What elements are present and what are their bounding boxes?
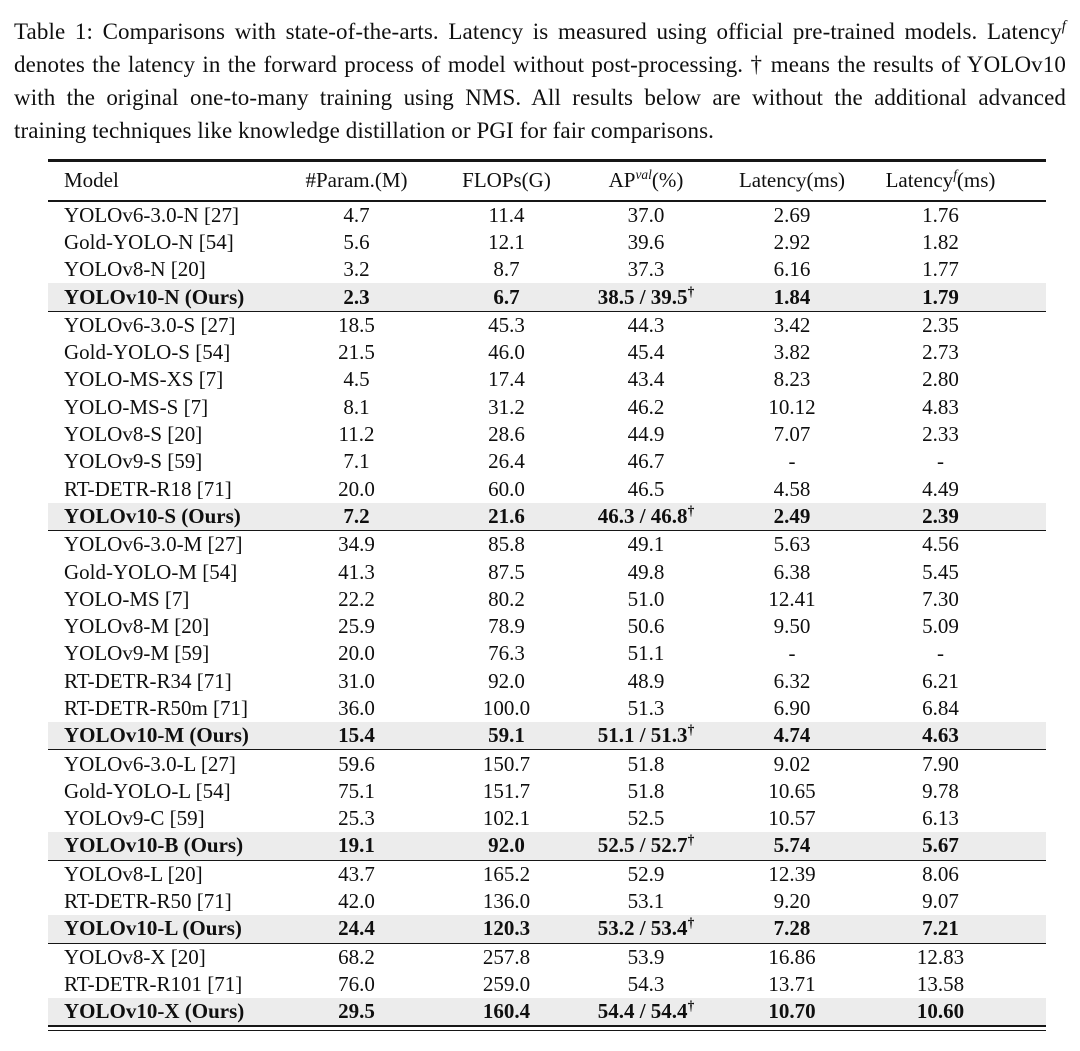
dagger-superscript: † <box>687 998 695 1014</box>
value-cell-latency-f: 6.84 <box>922 695 959 720</box>
model-group-3 <box>48 531 1046 750</box>
value-cell-latency: 10.65 <box>768 778 816 803</box>
value-cell-flops: 46.0 <box>488 340 525 365</box>
value-cell-ap: 52.9 <box>563 860 729 888</box>
value-cell-params: 25.9 <box>338 614 375 639</box>
value-cell-ap: 53.9 <box>563 943 729 971</box>
page <box>0 15 1080 1051</box>
value-cell-flops: 151.7 <box>482 778 531 803</box>
value-cell-flops: 21.6 <box>488 503 525 528</box>
value-cell-latency-f: 7.30 <box>922 586 959 611</box>
value-cell-latency: 12.39 <box>729 860 855 888</box>
value-cell-latency-f: 13.58 <box>916 971 965 996</box>
value-cell-params: 19.1 <box>338 833 375 858</box>
dagger-superscript: † <box>687 832 695 848</box>
model-cell: YOLOv10-S (Ours) <box>64 503 241 528</box>
value-cell-latency-f: 5.09 <box>922 614 959 639</box>
value-cell-latency: 12.41 <box>768 586 816 611</box>
table-row <box>48 750 1046 778</box>
value-cell-flops: 12.1 <box>488 229 525 254</box>
value-cell-ap: 44.3 <box>563 311 729 339</box>
value-cell-flops: 45.3 <box>450 311 563 339</box>
value-cell-ap: 51.1 / 51.3† <box>597 722 695 748</box>
value-cell-params: 4.5 <box>343 367 370 392</box>
table-row-ours <box>48 998 1046 1025</box>
model-group-2 <box>48 311 1046 530</box>
dagger-superscript: † <box>687 283 695 299</box>
value-cell-params: 3.2 <box>343 257 370 282</box>
model-cell: Gold-YOLO-S [54] <box>64 340 231 365</box>
value-cell-ap: 37.0 <box>627 202 665 227</box>
value-cell-latency: 16.86 <box>729 943 855 971</box>
model-cell: YOLOv9-C [59] <box>64 806 205 831</box>
table-row <box>48 531 1046 559</box>
value-cell-latency: 4.74 <box>773 723 811 748</box>
value-cell-latency-f: 1.77 <box>922 257 959 282</box>
value-cell-latency-f: 5.67 <box>922 833 959 858</box>
value-cell-params: 5.6 <box>343 229 370 254</box>
value-cell-params: 25.3 <box>338 806 375 831</box>
value-cell-latency: 9.20 <box>773 889 811 914</box>
value-cell-params: 22.2 <box>338 586 375 611</box>
value-cell-flops: 6.7 <box>493 284 520 309</box>
value-cell-ap: 46.3 / 46.8† <box>597 502 695 528</box>
value-cell-latency: 6.38 <box>773 559 811 584</box>
value-cell-latency-f: 2.39 <box>922 503 959 528</box>
table-row-ours <box>48 503 1046 531</box>
table-row <box>48 943 1046 971</box>
model-cell: YOLO-MS [7] <box>64 586 190 611</box>
value-cell-ap: 51.3 <box>627 695 665 720</box>
value-cell-flops: 92.0 <box>488 668 525 693</box>
value-cell-params: 21.5 <box>338 340 375 365</box>
model-cell: YOLOv8-S [20] <box>64 422 203 447</box>
value-cell-flops: 85.8 <box>450 531 563 559</box>
column-header-ap <box>563 161 729 201</box>
value-cell-flops: 150.7 <box>450 750 563 778</box>
superscript: f <box>1061 18 1066 35</box>
value-cell-flops: 11.4 <box>488 202 525 227</box>
value-cell-latency: 2.49 <box>773 503 811 528</box>
value-cell-latency-f: 4.56 <box>855 531 1046 559</box>
value-cell-latency-f: 1.76 <box>922 202 959 227</box>
value-cell-params: 68.2 <box>263 943 450 971</box>
value-cell-latency: 1.84 <box>773 284 811 309</box>
value-cell-ap: 46.7 <box>627 449 665 474</box>
value-cell-flops: 87.5 <box>488 559 525 584</box>
table-row <box>48 475 1046 502</box>
value-cell-ap: 39.6 <box>627 229 665 254</box>
value-cell-params: 36.0 <box>338 695 375 720</box>
value-cell-flops: 165.2 <box>450 860 563 888</box>
value-cell-latency: 5.63 <box>729 531 855 559</box>
value-cell-latency: 6.16 <box>773 257 811 282</box>
value-cell-latency-f: 4.49 <box>922 476 959 501</box>
value-cell-latency-f: 9.78 <box>922 778 959 803</box>
value-cell-ap: 43.4 <box>627 367 665 392</box>
value-cell-latency: 9.50 <box>773 614 811 639</box>
value-cell-latency-f: 8.06 <box>855 860 1046 888</box>
table-row <box>48 448 1046 475</box>
value-cell-ap: 53.1 <box>627 889 665 914</box>
value-cell-latency: 9.02 <box>729 750 855 778</box>
dagger-superscript: † <box>687 722 695 738</box>
model-cell: YOLOv8-M [20] <box>64 614 210 639</box>
model-cell: RT-DETR-R50 [71] <box>64 889 232 914</box>
value-cell-params: 7.2 <box>343 503 370 528</box>
value-cell-latency-f: 2.35 <box>855 311 1046 339</box>
value-cell-params: 15.4 <box>338 723 375 748</box>
model-cell: Gold-YOLO-N [54] <box>64 229 234 254</box>
model-cell: YOLOv10-M (Ours) <box>64 723 249 748</box>
value-cell-latency-f: 4.83 <box>922 394 959 419</box>
text-segment: AP <box>608 168 636 193</box>
table-row-ours <box>48 283 1046 311</box>
value-cell-latency: 13.71 <box>768 971 816 996</box>
value-cell-latency: 8.23 <box>773 367 811 392</box>
text-segment: (ms) <box>956 168 996 193</box>
value-cell-flops: 92.0 <box>488 833 525 858</box>
value-cell-flops: 28.6 <box>488 422 525 447</box>
model-cell: YOLOv10-B (Ours) <box>64 833 244 858</box>
model-cell: YOLOv9-M [59] <box>64 641 210 666</box>
column-header-flops <box>450 161 563 201</box>
value-cell-flops: 76.3 <box>488 641 525 666</box>
value-cell-ap: 38.5 / 39.5† <box>597 283 695 309</box>
value-cell-params: 75.1 <box>338 778 375 803</box>
value-cell-ap: 53.2 / 53.4† <box>597 915 695 941</box>
value-cell-params: 11.2 <box>338 422 375 447</box>
value-cell-latency: 3.82 <box>773 340 811 365</box>
value-cell-latency: 7.28 <box>773 916 811 941</box>
value-cell-ap: 52.5 / 52.7† <box>597 832 695 858</box>
value-cell-flops: 17.4 <box>488 367 525 392</box>
value-cell-latency-f: 4.63 <box>922 723 959 748</box>
model-cell: Gold-YOLO-M [54] <box>64 559 238 584</box>
table-row <box>48 778 1046 805</box>
value-cell-params: 29.5 <box>338 999 375 1024</box>
text-segment: Table 1: Comparisons with state-of-the-arts. Latency is measured using official pre-trained models. Latency <box>14 19 1062 44</box>
model-cell: YOLOv6-3.0-S [27] <box>48 311 263 339</box>
model-group-1 <box>48 201 1046 312</box>
dagger-superscript: † <box>687 915 695 931</box>
table-row-ours <box>48 832 1046 860</box>
column-header-model <box>48 161 263 201</box>
value-cell-ap: 45.4 <box>627 340 665 365</box>
value-cell-params: 20.0 <box>338 476 375 501</box>
value-cell-ap: 51.1 <box>627 641 665 666</box>
value-cell-ap: 52.5 <box>627 806 665 831</box>
value-cell-latency-f: 2.80 <box>922 367 959 392</box>
value-cell-ap: 51.8 <box>563 750 729 778</box>
value-cell-latency-f: - <box>937 449 944 474</box>
model-group-5 <box>48 860 1046 943</box>
model-cell: YOLO-MS-S [7] <box>64 394 209 419</box>
model-cell: YOLOv6-3.0-L [27] <box>48 750 263 778</box>
value-cell-latency: 10.57 <box>768 806 816 831</box>
value-cell-latency: 7.07 <box>773 422 811 447</box>
results-table-wrap <box>48 159 1046 1031</box>
value-cell-ap: 54.3 <box>627 971 665 996</box>
value-cell-params: 42.0 <box>338 889 375 914</box>
column-header-latency-f <box>855 161 1046 201</box>
value-cell-latency-f: 7.90 <box>855 750 1046 778</box>
table-row <box>48 860 1046 888</box>
value-cell-ap: 54.4 / 54.4† <box>597 998 695 1024</box>
model-cell: RT-DETR-R101 [71] <box>64 971 243 996</box>
model-cell: YOLOv8-N [20] <box>64 257 206 282</box>
model-cell: RT-DETR-R50m [71] <box>64 695 249 720</box>
table-caption <box>14 15 1066 147</box>
value-cell-flops: 59.1 <box>488 723 525 748</box>
dagger-superscript: † <box>687 502 695 518</box>
value-cell-params: 59.6 <box>263 750 450 778</box>
value-cell-flops: 259.0 <box>482 971 531 996</box>
text-segment: (%) <box>651 168 684 193</box>
table-row <box>48 256 1046 283</box>
value-cell-latency-f: 1.79 <box>922 284 959 309</box>
value-cell-flops: 60.0 <box>488 476 525 501</box>
value-cell-flops: 120.3 <box>482 916 531 941</box>
value-cell-latency: 2.92 <box>773 229 811 254</box>
value-cell-latency-f: 2.33 <box>922 422 959 447</box>
value-cell-latency: 3.42 <box>729 311 855 339</box>
table-header-row <box>48 161 1046 201</box>
value-cell-ap: 48.9 <box>627 668 665 693</box>
table-row <box>48 613 1046 640</box>
value-cell-latency-f: 9.07 <box>922 889 959 914</box>
value-cell-ap: 49.8 <box>627 559 665 584</box>
value-cell-params: 2.3 <box>343 284 370 309</box>
table-row <box>48 640 1046 667</box>
table-row <box>48 394 1046 421</box>
model-cell: YOLOv8-X [20] <box>48 943 263 971</box>
value-cell-params: 34.9 <box>263 531 450 559</box>
value-cell-params: 24.4 <box>338 916 375 941</box>
value-cell-params: 7.1 <box>343 449 370 474</box>
value-cell-flops: 160.4 <box>482 999 531 1024</box>
value-cell-params: 31.0 <box>338 668 375 693</box>
value-cell-ap: 44.9 <box>627 422 665 447</box>
model-cell: YOLOv6-3.0-M [27] <box>48 531 263 559</box>
column-header-params <box>263 161 450 201</box>
value-cell-latency: 5.74 <box>773 833 811 858</box>
table-row <box>48 558 1046 585</box>
text-segment: FLOPs(G) <box>462 168 551 193</box>
value-cell-latency: 2.69 <box>773 202 811 227</box>
table-row <box>48 888 1046 915</box>
column-header-latency <box>729 161 855 201</box>
table-row-ours <box>48 722 1046 750</box>
value-cell-flops: 31.2 <box>488 394 525 419</box>
value-cell-latency: - <box>788 449 796 474</box>
value-cell-ap: 49.1 <box>563 531 729 559</box>
table-row <box>48 971 1046 998</box>
model-cell: YOLOv9-S [59] <box>64 449 203 474</box>
value-cell-params: 41.3 <box>338 559 375 584</box>
value-cell-latency: 6.32 <box>773 668 811 693</box>
table-row-ours <box>48 915 1046 943</box>
results-table <box>48 159 1046 1025</box>
table-row <box>48 339 1046 366</box>
value-cell-latency-f: 5.45 <box>922 559 959 584</box>
value-cell-latency-f: 6.21 <box>922 668 959 693</box>
table-row <box>48 695 1046 722</box>
value-cell-flops: 102.1 <box>482 806 531 831</box>
value-cell-ap: 37.3 <box>627 257 665 282</box>
superscript: val <box>635 167 652 183</box>
model-cell: YOLOv10-L (Ours) <box>64 916 242 941</box>
superscript: f <box>953 167 957 183</box>
value-cell-latency-f: 1.82 <box>922 229 959 254</box>
value-cell-latency-f: 12.83 <box>855 943 1046 971</box>
table-header <box>48 161 1046 201</box>
model-group-4 <box>48 750 1046 860</box>
model-cell: YOLOv6-3.0-N [27] <box>64 202 239 227</box>
value-cell-latency-f: 10.60 <box>916 999 965 1024</box>
model-cell: YOLOv10-N (Ours) <box>64 284 245 309</box>
value-cell-flops: 80.2 <box>488 586 525 611</box>
table-row <box>48 805 1046 832</box>
value-cell-flops: 78.9 <box>488 614 525 639</box>
model-group-6 <box>48 943 1046 1025</box>
model-cell: YOLOv8-L [20] <box>48 860 263 888</box>
text-segment: denotes the latency in the forward process of model without post-processing. † means the results of YOLOv10 with the original one-to-many training using NMS. All results below are without the additional advanced training techniques like knowledge distillation or PGI for fair comparisons. <box>14 52 1066 143</box>
value-cell-latency: 10.70 <box>768 999 816 1024</box>
value-cell-params: 18.5 <box>263 311 450 339</box>
value-cell-latency: 4.58 <box>773 476 811 501</box>
text-segment: Latency <box>885 168 954 193</box>
value-cell-flops: 26.4 <box>488 449 525 474</box>
table-row <box>48 668 1046 695</box>
text-segment: Model <box>64 168 119 193</box>
value-cell-flops: 257.8 <box>450 943 563 971</box>
value-cell-ap: 50.6 <box>627 614 665 639</box>
value-cell-ap: 46.2 <box>627 394 665 419</box>
table-row <box>48 201 1046 229</box>
table-bottom-rule <box>48 1025 1046 1031</box>
value-cell-latency: 10.12 <box>768 394 816 419</box>
model-cell: RT-DETR-R18 [71] <box>64 476 232 501</box>
value-cell-flops: 100.0 <box>482 695 531 720</box>
value-cell-latency-f: 7.21 <box>922 916 959 941</box>
value-cell-params: 20.0 <box>338 641 375 666</box>
value-cell-params: 8.1 <box>343 394 370 419</box>
value-cell-params: 4.7 <box>343 202 370 227</box>
text-segment: #Param.(M) <box>305 168 408 193</box>
value-cell-params: 76.0 <box>338 971 375 996</box>
model-cell: RT-DETR-R34 [71] <box>64 668 232 693</box>
value-cell-flops: 8.7 <box>493 257 520 282</box>
text-segment: Latency(ms) <box>738 168 846 193</box>
value-cell-latency: - <box>788 641 796 666</box>
table-row <box>48 586 1046 613</box>
value-cell-flops: 136.0 <box>482 889 531 914</box>
model-cell: Gold-YOLO-L [54] <box>64 778 231 803</box>
model-cell: YOLO-MS-XS [7] <box>64 367 224 392</box>
table-row <box>48 421 1046 448</box>
value-cell-ap: 51.0 <box>627 586 665 611</box>
model-cell: YOLOv10-X (Ours) <box>64 999 245 1024</box>
value-cell-ap: 51.8 <box>627 778 665 803</box>
table-row <box>48 366 1046 393</box>
table-row <box>48 229 1046 256</box>
value-cell-latency-f: 2.73 <box>922 340 959 365</box>
value-cell-params: 43.7 <box>263 860 450 888</box>
value-cell-latency-f: 6.13 <box>922 806 959 831</box>
value-cell-latency: 6.90 <box>773 695 811 720</box>
value-cell-latency-f: - <box>937 641 944 666</box>
table-row <box>48 311 1046 339</box>
value-cell-ap: 46.5 <box>627 476 665 501</box>
